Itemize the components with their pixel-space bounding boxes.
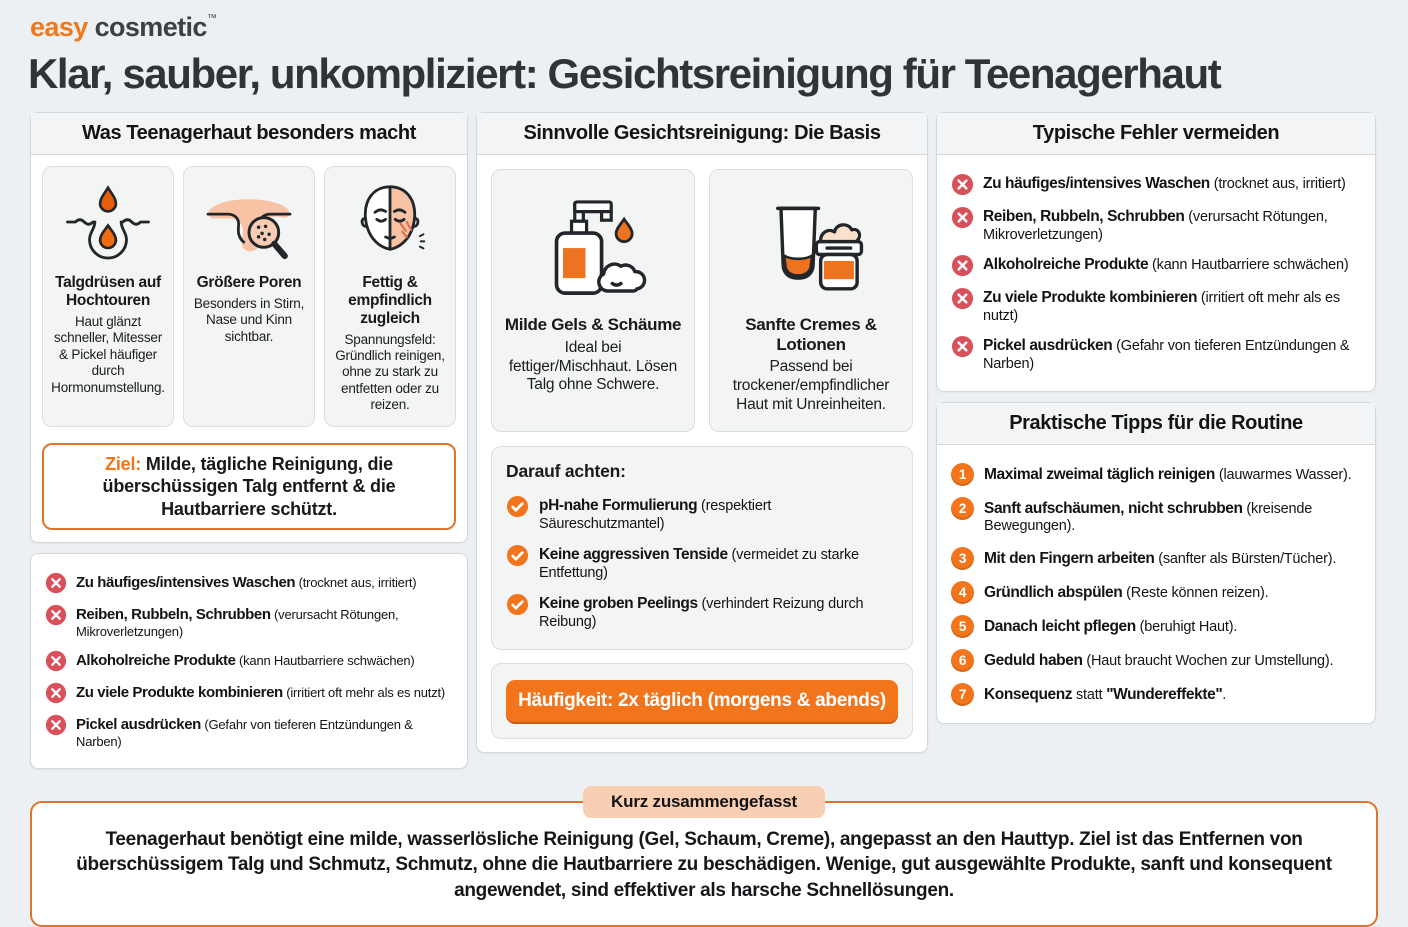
x-icon <box>45 572 67 594</box>
pump-bottle-foam-icon <box>534 192 652 302</box>
trademark-symbol: ™ <box>206 13 217 24</box>
mistake-item <box>951 201 1361 249</box>
panel-teen-skin <box>30 112 468 543</box>
pores-magnifier-icon <box>201 178 297 266</box>
tip-text: Danach leicht pflegen (beruhigt Haut). <box>984 617 1238 635</box>
x-icon <box>45 682 67 704</box>
card-title: Milde Gels & Schäume <box>504 315 682 335</box>
step-number-badge: 7 <box>951 683 974 706</box>
tip-text: Sanft aufschäumen, nicht schrubben (kreisende Bewegungen). <box>984 499 1313 535</box>
panel-teen-skin-header: Was Teenagerhaut besonders macht <box>31 113 467 155</box>
card-sebaceous-glands <box>42 166 174 427</box>
summary-box <box>30 791 1378 927</box>
card-title: Größere Poren <box>196 274 302 292</box>
watch-out-item <box>506 539 898 588</box>
panel-practical-tips <box>936 402 1376 724</box>
mistake-text: Zu viele Produkte kombinieren (irritiert oft mehr als es nutzt) <box>76 683 446 701</box>
mistake-text: Pickel ausdrücken (Gefahr von tieferen Entzündungen & Narben) <box>983 337 1350 372</box>
tip-item <box>951 491 1361 541</box>
mistake-item <box>45 599 453 645</box>
card-title: Talgdrüsen auf Hochtouren <box>55 274 161 309</box>
card-description: Haut glänzt schneller, Mitesser & Pickel häufiger durch Hormonumstellung. <box>51 313 165 395</box>
step-number-badge: 3 <box>951 547 974 570</box>
brand-logo-cosmetic: cosmetic <box>94 12 207 42</box>
mistake-item <box>45 677 453 709</box>
mistake-text: Alkoholreiche Produkte (kann Hautbarriere schwächen) <box>76 651 415 669</box>
tip-item <box>951 575 1361 609</box>
content-columns <box>0 112 1408 768</box>
goal-label: Ziel: <box>105 453 142 474</box>
brand-logo <box>30 14 1378 41</box>
card-gels-foams <box>491 169 695 432</box>
mistake-item <box>951 330 1361 378</box>
check-icon <box>506 544 529 567</box>
step-number-badge: 2 <box>951 497 974 520</box>
card-description: Spannungsfeld: Gründlich reinigen, ohne zu stark zu entfetten oder zu reizen. <box>335 331 445 413</box>
tip-text: Maximal zweimal täglich reinigen (lauwarmes Wasser). <box>984 465 1352 483</box>
tip-item <box>951 643 1361 677</box>
watch-out-title: Darauf achten: <box>506 460 626 481</box>
card-description: Ideal bei fettiger/Mischhaut. Lösen Talg ohne Schwere. <box>508 338 678 394</box>
brand-logo-easy: easy <box>30 12 88 42</box>
check-icon <box>506 593 529 616</box>
page-title: Klar, sauber, unkompliziert: Gesichtsreinigung für Teenagerhaut <box>28 50 1221 97</box>
tip-item <box>951 677 1361 711</box>
tube-jar-icon <box>752 192 870 302</box>
teen-skin-cards <box>31 155 467 438</box>
summary-badge: Kurz zusammengefasst <box>583 786 825 818</box>
card-creams-lotions <box>709 169 913 432</box>
panel-mistakes-compact <box>30 553 468 768</box>
frequency-button[interactable]: Häufigkeit: 2x täglich (morgens & abends) <box>506 680 898 722</box>
mistake-text: Pickel ausdrücken (Gefahr von tieferen Entzündungen & Narben) <box>76 715 413 749</box>
frequency-box <box>491 663 913 739</box>
mistake-item <box>45 645 453 677</box>
mistake-item <box>45 567 453 599</box>
card-description: Passend bei trockener/empfindlicher Haut mit Unreinheiten. <box>732 358 890 413</box>
tips-list <box>937 445 1375 723</box>
tip-text: Gründlich abspülen (Reste können reizen). <box>984 583 1269 601</box>
watch-out-box <box>491 446 913 650</box>
mistake-text: Zu viele Produkte kombinieren (irritiert oft mehr als es nutzt) <box>983 289 1340 324</box>
mistake-item <box>951 282 1361 330</box>
mistake-item <box>45 709 453 755</box>
panel-cleansing-basics <box>476 112 928 753</box>
column-teen-skin <box>30 112 468 768</box>
tip-item <box>951 609 1361 643</box>
card-title: Fettig & empfindlich zugleich <box>348 274 432 327</box>
cleanser-type-cards <box>477 155 927 446</box>
x-icon <box>951 335 974 358</box>
column-cleansing-basics <box>476 112 928 753</box>
mistake-item <box>951 249 1361 282</box>
face-half-icon <box>346 178 434 266</box>
x-icon <box>45 650 67 672</box>
tip-text: Mit den Fingern arbeiten (sanfter als Bürsten/Tücher). <box>984 549 1337 567</box>
column-mistakes-tips <box>936 112 1376 724</box>
x-icon <box>951 173 974 196</box>
watch-out-item <box>506 588 898 637</box>
watch-out-item <box>506 490 898 539</box>
step-number-badge: 5 <box>951 615 974 638</box>
check-icon <box>506 495 529 518</box>
mistake-list <box>31 554 467 767</box>
x-icon <box>45 604 67 626</box>
mistake-text: Reiben, Rubbeln, Schrubben (verursacht Rötungen, Mikroverletzungen) <box>76 606 399 640</box>
mistake-item <box>951 168 1361 201</box>
watch-out-text: Keine aggressiven Tenside (vermeidet zu starke Entfettung) <box>539 546 859 581</box>
mistake-text: Zu häufiges/intensives Waschen (trocknet aus, irritiert) <box>983 175 1346 193</box>
sebum-gland-icon <box>64 178 152 266</box>
watch-out-text: Keine groben Peelings (verhindert Reizung durch Reibung) <box>539 595 864 630</box>
x-icon <box>45 714 67 736</box>
goal-callout <box>42 443 456 531</box>
tip-text: Geduld haben (Haut braucht Wochen zur Umstellung). <box>984 651 1334 669</box>
step-number-badge: 6 <box>951 649 974 672</box>
typical-mistakes-list <box>937 155 1375 391</box>
step-number-badge: 1 <box>951 463 974 486</box>
card-larger-pores <box>183 166 315 427</box>
card-oily-sensitive <box>324 166 456 427</box>
x-icon <box>951 254 974 277</box>
summary-text: Teenagerhaut benötigt eine milde, wasserlösliche Reinigung (Gel, Schaum, Creme), angepasst an den Hauttyp. Ziel ist das Entfernen von überschüssigem Talg und Schmutz, Schmutz, ohne die Hautbarriere zu beschädigen. Wenige, gut ausgewählte Produkte, sanft und konsequent angewendet, sind effektiver als harsche Schnellösungen. <box>76 828 1332 901</box>
panel-cleansing-basics-header: Sinnvolle Gesichtsreinigung: Die Basis <box>477 113 927 155</box>
mistake-text: Reiben, Rubbeln, Schrubben (verursacht Rötungen, Mikroverletzungen) <box>983 208 1328 243</box>
tip-item <box>951 541 1361 575</box>
panel-typical-mistakes <box>936 112 1376 392</box>
x-icon <box>951 287 974 310</box>
mistake-text: Zu häufiges/intensives Waschen (trocknet aus, irritiert) <box>76 574 417 592</box>
panel-practical-tips-header: Praktische Tipps für die Routine <box>937 403 1375 445</box>
page-header <box>0 0 1408 96</box>
card-description: Besonders in Stirn, Nase und Kinn sichtbar. <box>193 295 305 344</box>
card-title: Sanfte Cremes & Lotionen <box>745 315 877 354</box>
panel-typical-mistakes-header: Typische Fehler vermeiden <box>937 113 1375 155</box>
tip-item <box>951 457 1361 491</box>
mistake-text: Alkoholreiche Produkte (kann Hautbarriere schwächen) <box>983 256 1349 274</box>
step-number-badge: 4 <box>951 581 974 604</box>
goal-text: Milde, tägliche Reinigung, die überschüssigen Talg entfernt & die Hautbarriere schützt. <box>102 453 396 519</box>
tip-text: Konsequenz statt "Wundereffekte". <box>984 685 1227 703</box>
x-icon <box>951 206 974 229</box>
watch-out-text: pH-nahe Formulierung (respektiert Säureschutzmantel) <box>539 497 772 532</box>
